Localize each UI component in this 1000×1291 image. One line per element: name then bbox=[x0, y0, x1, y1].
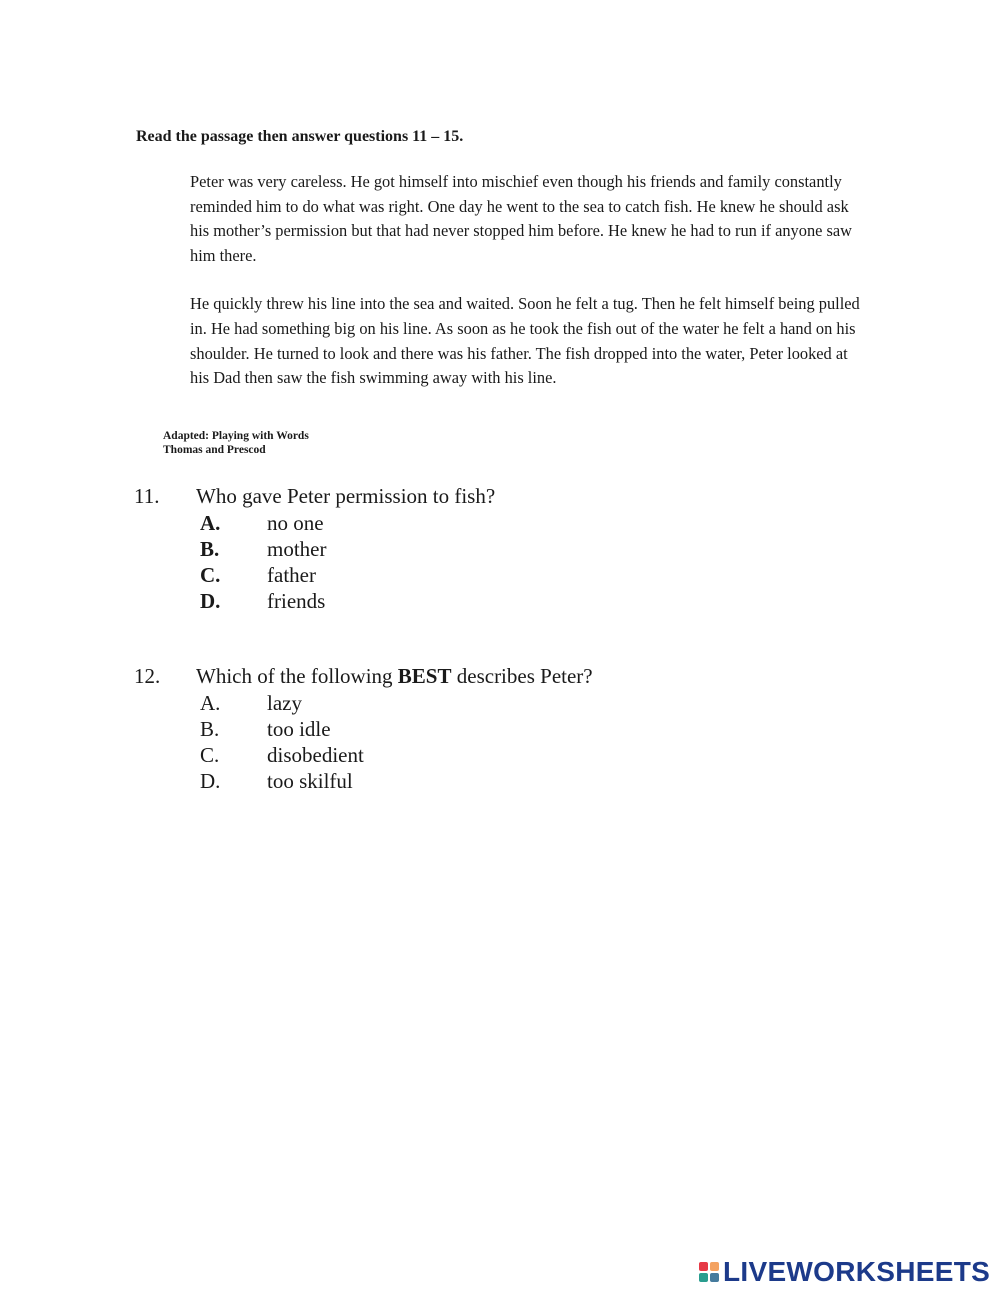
option-text: too skilful bbox=[267, 768, 353, 793]
reading-passage bbox=[190, 170, 870, 415]
option-text: disobedient bbox=[267, 742, 364, 767]
option-letter: B. bbox=[200, 536, 220, 561]
passage-source bbox=[163, 429, 309, 457]
option-letter: B. bbox=[200, 716, 220, 741]
passage-paragraph-1: Peter was very careless. He got himself into mischief even though his friends and family constantly reminded him to do what was right. One day he went to the sea to catch fish. He knew he should ask his mother’s permission but that had never stopped him before. He knew he had to run if anyone saw him there. bbox=[190, 172, 852, 265]
question-number: 11. bbox=[134, 483, 160, 508]
option-letter: D. bbox=[200, 588, 221, 613]
watermark-text: LIVEWORKSHEETS bbox=[723, 1256, 991, 1287]
liveworksheets-watermark bbox=[699, 1256, 990, 1288]
liveworksheets-logo-icon bbox=[699, 1262, 719, 1282]
logo-square-2 bbox=[710, 1262, 719, 1271]
option-b[interactable] bbox=[200, 716, 593, 742]
option-text: no one bbox=[267, 510, 324, 535]
source-line-2: Thomas and Prescod bbox=[163, 444, 266, 456]
option-d[interactable] bbox=[200, 588, 495, 614]
source-line-1: Adapted: Playing with Words bbox=[163, 430, 309, 442]
option-d[interactable] bbox=[200, 768, 593, 794]
option-letter: C. bbox=[200, 562, 221, 587]
instructions-heading: Read the passage then answer questions 11 – 15. bbox=[136, 128, 464, 145]
option-c[interactable] bbox=[200, 562, 495, 588]
question-text: Which of the following BEST describes Peter? bbox=[196, 663, 593, 688]
option-letter: C. bbox=[200, 742, 220, 767]
question-12 bbox=[134, 662, 593, 794]
option-text: father bbox=[267, 562, 316, 587]
answer-options bbox=[200, 690, 593, 794]
option-letter: A. bbox=[200, 690, 221, 715]
logo-square-4 bbox=[710, 1273, 719, 1282]
option-text: lazy bbox=[267, 690, 302, 715]
logo-square-3 bbox=[699, 1273, 708, 1282]
option-text: mother bbox=[267, 536, 327, 561]
question-number: 12. bbox=[134, 663, 161, 688]
logo-square-1 bbox=[699, 1262, 708, 1271]
option-c[interactable] bbox=[200, 742, 593, 768]
passage-paragraph-2: He quickly threw his line into the sea and waited. Soon he felt a tug. Then he felt himself being pulled in. He had something big on his line. As soon as he took the fish out of the water he felt a hand on his shoulder. He turned to look and there was his father. The fish dropped into the water, Peter looked at his Dad then saw the fish swimming away with his line. bbox=[190, 294, 860, 388]
option-text: too idle bbox=[267, 716, 331, 741]
option-a[interactable] bbox=[200, 510, 495, 536]
option-a[interactable] bbox=[200, 690, 593, 716]
option-letter: D. bbox=[200, 768, 221, 793]
answer-options bbox=[200, 510, 495, 614]
question-text: Who gave Peter permission to fish? bbox=[196, 483, 496, 508]
option-text: friends bbox=[267, 588, 326, 613]
question-11 bbox=[134, 482, 495, 614]
option-letter: A. bbox=[200, 510, 221, 535]
option-b[interactable] bbox=[200, 536, 495, 562]
